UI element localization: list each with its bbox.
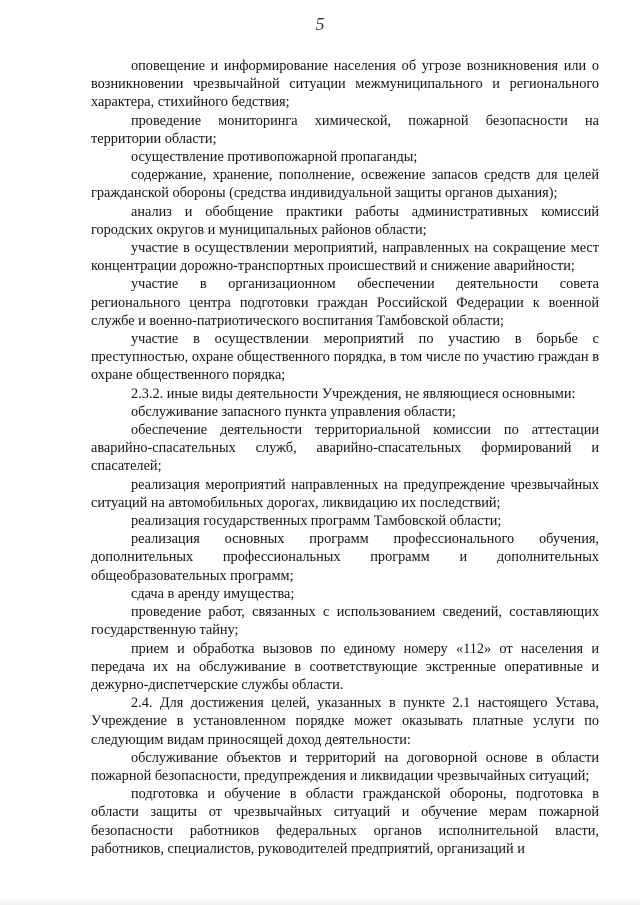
paragraph: содержание, хранение, пополнение, освежение запасов средств для целей гражданской обороны (средства индивидуальной защиты органов дыхания); — [91, 167, 599, 202]
paragraph: обслуживание запасного пункта управления области; — [131, 403, 456, 420]
paragraph: обеспечение деятельности территориальной комиссии по аттестации аварийно-спасательных служб, аварийно-спасательных формирований и спасателей; — [91, 422, 599, 475]
paragraph: проведение мониторинга химической, пожарной безопасности на территории области; — [91, 112, 599, 147]
paragraph: участие в организационном обеспечении деятельности совета регионального центра подготовки граждан Российской Федерации к военной службе и военно-патриотического воспитания Тамбовской области; — [91, 276, 599, 329]
paragraph: проведение работ, связанных с использованием сведений, составляющих государственную тайну; — [91, 604, 599, 639]
paragraph: участие в осуществлении мероприятий, направленных на сокращение мест концентрации дорожно-транспортных происшествий и снижение аварийности; — [91, 240, 599, 275]
paragraph: прием и обработка вызовов по единому номеру «112» от населения и передача их на обслуживание в соответствующие экстренные оперативные и дежурно-диспетчерские службы области. — [91, 640, 599, 693]
paragraph: реализация государственных программ Тамбовской области; — [131, 513, 502, 530]
paragraph: участие в осуществлении мероприятий по участию в борьбе с преступностью, охране общественного порядка, в том числе по участию граждан в охране общественного порядка; — [91, 331, 599, 384]
section-heading: 2.4. Для достижения целей, указанных в пункте 2.1 настоящего Устава, Учреждение в установленном порядке может оказывать платные услуги по следующим видам приносящей доход деятельности: — [91, 695, 599, 748]
paragraph: оповещение и информирование населения об угрозе возникновения или о возникновении чрезвычайной ситуации межмуниципального и регионального характера, стихийного бедствия; — [91, 58, 599, 111]
page-number: 5 — [315, 14, 325, 34]
paragraph: подготовка и обучение в области гражданской обороны, подготовка в области защиты от чрезвычайных ситуаций и обучение мерам пожарной безопасности работников федеральных органов исполнительной власти, работников, специалистов, руководителей предприятий, организаций и — [91, 786, 599, 857]
document-body — [91, 57, 599, 858]
paragraph: реализация мероприятий направленных на предупреждение чрезвычайных ситуаций на автомобильных дорогах, ликвидацию их последствий; — [91, 476, 599, 511]
paragraph: реализация основных программ профессионального обучения, дополнительных профессиональных программ и дополнительных общеобразовательных программ; — [91, 531, 599, 584]
scan-edge — [0, 896, 640, 905]
paragraph: анализ и обобщение практики работы административных комиссий городских округов и муниципальных районов области; — [91, 203, 599, 238]
paragraph: сдача в аренду имущества; — [131, 585, 295, 602]
paragraph: осуществление противопожарной пропаганды; — [131, 149, 418, 166]
paragraph: обслуживание объектов и территорий на договорной основе в области пожарной безопасности, предупреждения и ликвидации чрезвычайных ситуаций; — [91, 749, 599, 784]
section-heading: 2.3.2. иные виды деятельности Учреждения, не являющиеся основными: — [131, 385, 576, 402]
